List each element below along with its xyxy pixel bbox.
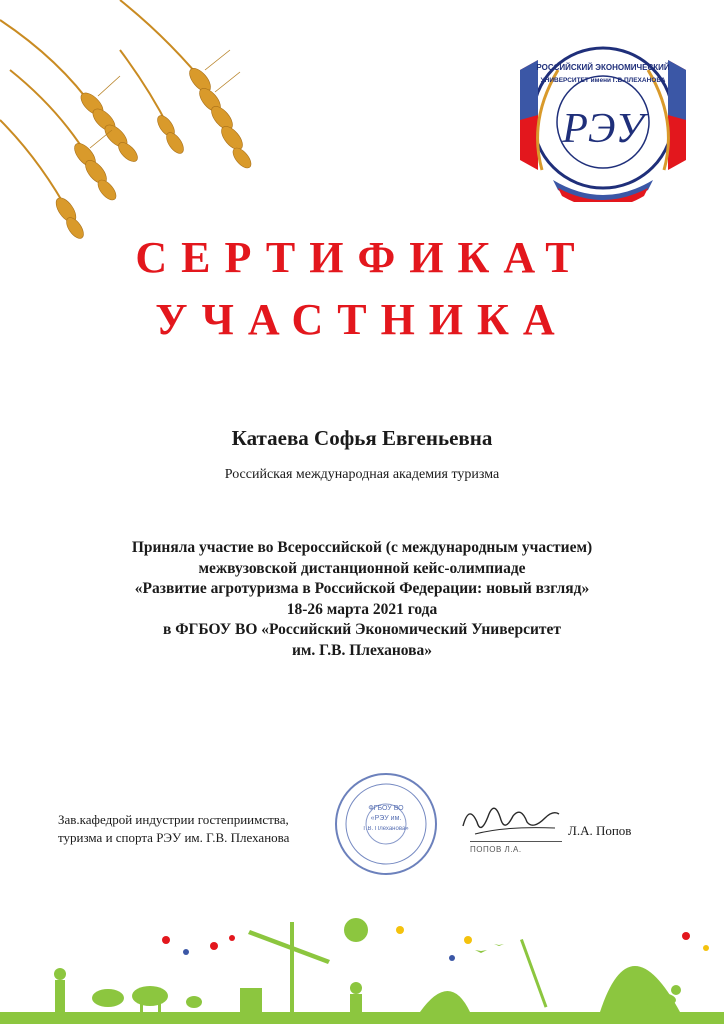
stamp-line3: Г.В. Плеханова» xyxy=(363,826,409,832)
handwritten-signature xyxy=(455,796,565,842)
signatory-position-line1: Зав.кафедрой индустрии гостеприимства, xyxy=(58,812,289,827)
emblem-monogram: РЭУ xyxy=(562,106,644,152)
body-line: Приняла участие во Всероссийской (с международным участием) xyxy=(131,539,593,556)
stamp-line1: ФГБОУ ВО xyxy=(368,805,404,812)
emblem-text-top: РОССИЙСКИЙ ЭКОНОМИЧЕСКИЙ xyxy=(536,63,670,72)
signatory-name: Л.А. Попов xyxy=(568,823,632,838)
participant-name: Катаева Софья Евгеньевна xyxy=(231,426,493,450)
participant-organization: Российская международная академия туризма xyxy=(224,467,500,482)
body-line: 18-26 марта 2021 года xyxy=(286,600,438,618)
emblem-text-bottom: УНИВЕРСИТЕТ имени Г.В.ПЛЕХАНОВА xyxy=(540,77,666,84)
signature-line xyxy=(470,841,562,842)
body-line: «Развитие агротуризма в Российской Федерации: новый взгляд» xyxy=(134,580,590,597)
certificate-title-line1: СЕРТИФИКАТ xyxy=(135,233,589,282)
certificate-body xyxy=(0,538,724,661)
farm-silhouette-decoration xyxy=(0,900,724,1024)
certificate-title-line2: УЧАСТНИКА xyxy=(155,295,569,344)
body-line: межвузовской дистанционной кейс-олимпиаде xyxy=(198,559,526,577)
signatory-position-line2: туризма и спорта РЭУ им. Г.В. Плеханова xyxy=(58,830,290,845)
signatory-position xyxy=(58,811,289,847)
university-emblem-logo xyxy=(508,30,698,202)
wheat-ears-decoration xyxy=(0,0,270,250)
body-line: в ФГБОУ ВО «Российский Экономический Университет xyxy=(163,621,561,638)
stamp-line2: «РЭУ им. xyxy=(370,815,402,822)
signature-caption: ПОПОВ Л.А. xyxy=(470,845,522,854)
body-line: им. Г.В. Плеханова» xyxy=(291,641,433,659)
